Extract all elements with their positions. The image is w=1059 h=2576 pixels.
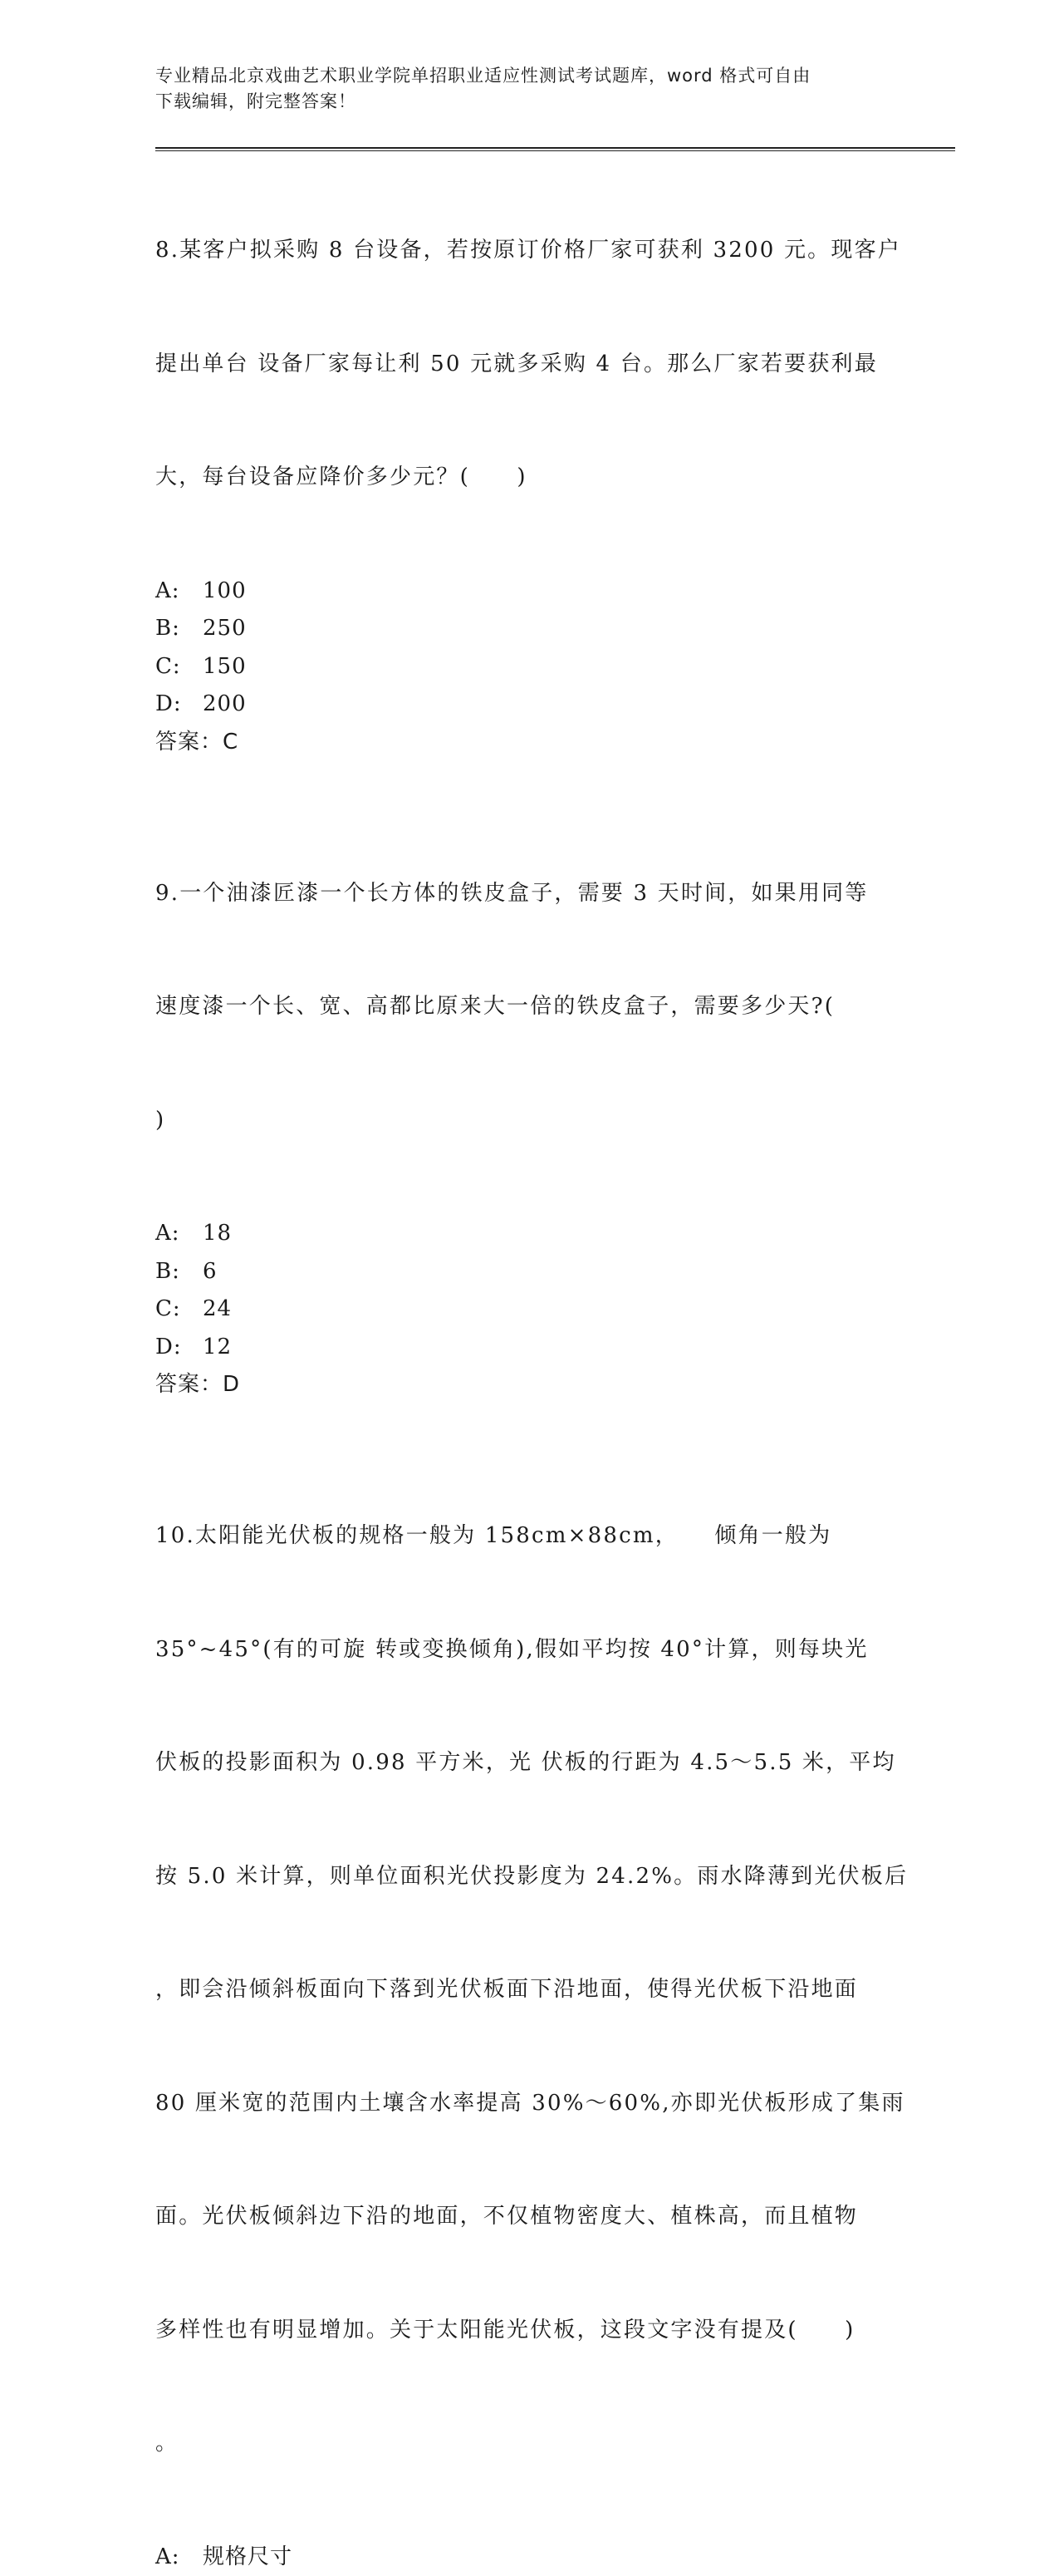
- question-line: 9.一个油漆匠漆一个长方体的铁皮盒子，需要 3 天时间，如果用同等: [155, 875, 903, 913]
- question-text: [155, 799, 903, 1216]
- question-line: 伏板的投影面积为 0.98 平方米，光 伏板的行距为 4.5～5.5 米，平均: [155, 1744, 903, 1782]
- question-line: 大，每台设备应降价多少元？( ): [155, 459, 903, 497]
- question-9: [155, 799, 903, 1404]
- question-line: ，即会沿倾斜板面向下落到光伏板面下沿地面，使得光伏板下沿地面: [155, 1971, 903, 2009]
- question-line: 35°~45°(有的可旋 转或变换倾角),假如平均按 40°计算，则每块光: [155, 1631, 903, 1669]
- question-8: [155, 156, 903, 761]
- option-letter: B:: [155, 1253, 203, 1291]
- option-b: [155, 610, 903, 648]
- option-letter: A:: [155, 2539, 203, 2576]
- option-text: 规格尺寸: [203, 2539, 292, 2576]
- option-a: [155, 573, 903, 611]
- option-letter: B:: [155, 610, 203, 648]
- option-a: [155, 2539, 903, 2576]
- question-line: 提出单台 设备厂家每让利 50 元就多采购 4 台。那么厂家若要获利最: [155, 346, 903, 384]
- option-d: [155, 1329, 903, 1367]
- question-line: 8.某客户拟采购 8 台设备，若按原订价格厂家可获利 3200 元。现客户: [155, 232, 903, 270]
- option-letter: C:: [155, 1290, 203, 1329]
- answer-line: 答案：C: [155, 724, 903, 762]
- question-line: 面。光伏板倾斜边下沿的地面，不仅植物密度大、植株高，而且植物: [155, 2198, 903, 2236]
- spacer: [155, 761, 903, 799]
- header-line-1: 专业精品北京戏曲艺术职业学院单招职业适应性测试考试题库，word 格式可自由: [155, 63, 903, 89]
- option-text: 24: [203, 1290, 232, 1329]
- option-letter: D:: [155, 1329, 203, 1367]
- option-b: [155, 1253, 903, 1291]
- question-line: 多样性也有明显增加。关于太阳能光伏板，这段文字没有提及( ): [155, 2312, 903, 2350]
- question-text: [155, 156, 903, 573]
- option-letter: A:: [155, 573, 203, 611]
- option-letter: C:: [155, 648, 203, 686]
- question-line: 按 5.0 米计算，则单位面积光伏投影度为 24.2%。雨水降薄到光伏板后: [155, 1858, 903, 1896]
- option-letter: A:: [155, 1215, 203, 1253]
- header-line-2: 下载编辑，附完整答案！: [155, 89, 903, 115]
- question-line: 速度漆一个长、宽、高都比原来大一倍的铁皮盒子，需要多少天?(: [155, 988, 903, 1026]
- question-10: [155, 1442, 903, 2576]
- option-text: 18: [203, 1215, 232, 1253]
- question-line: 10.太阳能光伏板的规格一般为 158cm×88cm， 倾角一般为: [155, 1517, 903, 1556]
- option-c: [155, 648, 903, 686]
- header-divider: [155, 147, 955, 151]
- option-text: 12: [203, 1329, 232, 1367]
- option-text: 150: [203, 648, 247, 686]
- option-c: [155, 1290, 903, 1329]
- question-line: 80 厘米宽的范围内土壤含水率提高 30%～60%,亦即光伏板形成了集雨: [155, 2085, 903, 2123]
- answer-line: 答案：D: [155, 1366, 903, 1404]
- question-line: ): [155, 1102, 903, 1140]
- question-line: 。: [155, 2425, 903, 2463]
- document-header: [155, 63, 903, 115]
- option-text: 6: [203, 1253, 218, 1291]
- spacer: [155, 1404, 903, 1443]
- option-text: 250: [203, 610, 247, 648]
- option-letter: D:: [155, 686, 203, 724]
- document-body: [155, 156, 903, 2576]
- option-a: [155, 1215, 903, 1253]
- option-text: 100: [203, 573, 247, 611]
- option-d: [155, 686, 903, 724]
- option-text: 200: [203, 686, 247, 724]
- question-text: [155, 1442, 903, 2539]
